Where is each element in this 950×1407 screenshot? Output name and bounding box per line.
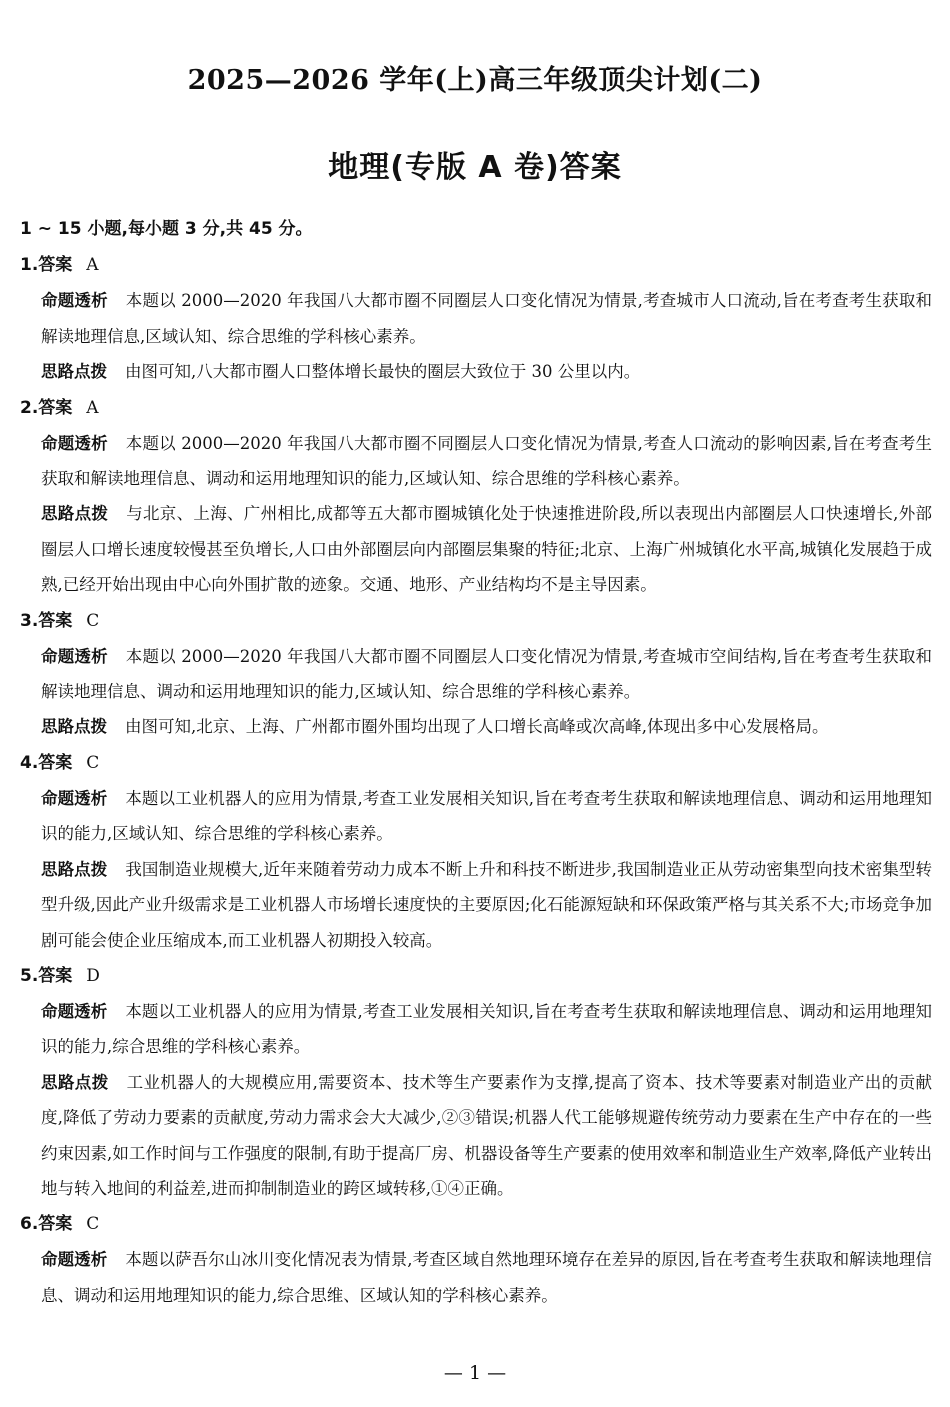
hint-label: 思路点拨 bbox=[41, 1072, 109, 1092]
question-number: 5. bbox=[20, 965, 39, 986]
analysis-label: 命题透析 bbox=[41, 433, 108, 453]
question-block bbox=[20, 603, 932, 745]
question-header bbox=[20, 958, 932, 994]
answer-label: 答案 bbox=[38, 965, 73, 986]
analysis-text: 本题以 2000—2020 年我国八大都市圈不同圈层人口变化情况为情景,考查人口流动的影响因素,旨在考查考生获取和解读地理信息、调动和运用地理知识的能力,区域认知、综合思维的学科核心素养。 bbox=[41, 433, 933, 489]
question-header bbox=[20, 603, 932, 639]
analysis-paragraph bbox=[20, 1242, 932, 1313]
hint-text: 工业机器人的大规模应用,需要资本、技术等生产要素作为支撑,提高了资本、技术等要素对制造业产出的贡献度,降低了劳动力要素的贡献度,劳动力需求会大大减少,②③错误;机器人代工能够规避传统劳动力要素在生产中存在的一些约束因素,如工作时间与工作强度的限制,有助于提高厂房、机器设备等生产要素的使用效率和制造业生产效率,降低产业转出地与转入地间的利益差,进而抑制制造业的跨区域转移,①④正确。 bbox=[41, 1072, 932, 1198]
answer-value: C bbox=[86, 610, 100, 631]
hint-paragraph bbox=[20, 354, 932, 389]
hint-label: 思路点拨 bbox=[41, 504, 109, 524]
answer-value: D bbox=[86, 965, 100, 986]
analysis-paragraph bbox=[20, 994, 932, 1065]
answer-value: A bbox=[86, 255, 99, 276]
question-number: 2. bbox=[20, 397, 39, 418]
answer-label: 答案 bbox=[38, 1214, 73, 1235]
analysis-label: 命题透析 bbox=[41, 788, 108, 808]
hint-label: 思路点拨 bbox=[41, 859, 108, 879]
question-number: 1. bbox=[20, 255, 39, 276]
hint-label: 思路点拨 bbox=[41, 717, 107, 737]
analysis-paragraph bbox=[20, 639, 932, 710]
analysis-paragraph bbox=[20, 426, 932, 497]
analysis-text: 本题以萨吾尔山冰川变化情况表为情景,考查区域自然地理环境存在差异的原因,旨在考查考生获取和解读地理信息、调动和运用地理知识的能力,综合思维、区域认知的学科核心素养。 bbox=[41, 1250, 932, 1305]
analysis-text: 本题以工业机器人的应用为情景,考查工业发展相关知识,旨在考查考生获取和解读地理信息、调动和运用地理知识的能力,综合思维的学科核心素养。 bbox=[41, 1001, 932, 1057]
answer-label: 答案 bbox=[38, 610, 73, 631]
hint-paragraph bbox=[20, 496, 932, 602]
answer-value: C bbox=[86, 1214, 100, 1235]
analysis-label: 命题透析 bbox=[41, 1001, 108, 1021]
question-header bbox=[20, 1206, 932, 1242]
analysis-label: 命题透析 bbox=[41, 646, 108, 666]
question-header bbox=[20, 247, 932, 283]
question-number: 3. bbox=[20, 610, 39, 631]
question-block bbox=[20, 247, 932, 389]
question-block bbox=[20, 958, 932, 1206]
question-header bbox=[20, 390, 932, 426]
hint-label: 思路点拨 bbox=[41, 362, 107, 382]
question-block bbox=[20, 1206, 932, 1313]
answer-label: 答案 bbox=[38, 752, 73, 773]
hint-paragraph bbox=[20, 709, 932, 744]
answer-value: C bbox=[86, 752, 100, 773]
question-block bbox=[20, 745, 932, 958]
question-block bbox=[20, 390, 932, 603]
intro-text: 1 ~ 15 小题,每小题 3 分,共 45 分。 bbox=[20, 219, 313, 239]
question-number: 6. bbox=[20, 1214, 39, 1235]
analysis-paragraph bbox=[20, 781, 932, 852]
analysis-text: 本题以工业机器人的应用为情景,考查工业发展相关知识,旨在考查考生获取和解读地理信息、调动和运用地理知识的能力,区域认知、综合思维的学科核心素养。 bbox=[41, 788, 932, 844]
hint-text: 与北京、上海、广州相比,成都等五大都市圈城镇化处于快速推进阶段,所以表现出内部圈层人口快速增长,外部圈层人口增长速度较慢甚至负增长,人口由外部圈层向内部圈层集聚的特征;北京、上海广州城镇化水平高,城镇化发展趋于成熟,已经开始出现由中心向外围扩散的迹象。交通、地形、产业结构均不是主导因素。 bbox=[41, 504, 932, 595]
answer-label: 答案 bbox=[38, 397, 73, 418]
page-number: — 1 — bbox=[443, 1362, 507, 1384]
hint-paragraph bbox=[20, 1065, 932, 1207]
document-subtitle: 地理(专版 A 卷)答案 bbox=[328, 150, 622, 185]
answer-value: A bbox=[86, 397, 99, 418]
analysis-label: 命题透析 bbox=[41, 291, 108, 311]
answer-content bbox=[20, 212, 932, 1313]
hint-text: 我国制造业规模大,近年来随着劳动力成本不断上升和科技不断进步,我国制造业正从劳动密集型向技术密集型转型升级,因此产业升级需求是工业机器人市场增长速度快的主要原因;化石能源短缺和环保政策严格与其关系不大;市场竞争加剧可能会使企业压缩成本,而工业机器人初期投入较高。 bbox=[41, 859, 932, 950]
question-number: 4. bbox=[20, 752, 39, 773]
analysis-text: 本题以 2000—2020 年我国八大都市圈不同圈层人口变化情况为情景,考查城市人口流动,旨在考查考生获取和解读地理信息,区域认知、综合思维的学科核心素养。 bbox=[41, 291, 933, 346]
document-title: 2025—2026 学年(上)高三年级顶尖计划(二) bbox=[187, 65, 763, 96]
answer-label: 答案 bbox=[38, 255, 73, 276]
analysis-paragraph bbox=[20, 283, 932, 354]
hint-text: 由图可知,北京、上海、广州都市圈外围均出现了人口增长高峰或次高峰,体现出多中心发展格局。 bbox=[125, 717, 829, 737]
hint-text: 由图可知,八大都市圈人口整体增长最快的圈层大致位于 30 公里以内。 bbox=[125, 362, 641, 382]
question-header bbox=[20, 745, 932, 781]
hint-paragraph bbox=[20, 852, 932, 958]
analysis-text: 本题以 2000—2020 年我国八大都市圈不同圈层人口变化情况为情景,考查城市空间结构,旨在考查考生获取和解读地理信息、调动和运用地理知识的能力,区域认知、综合思维的学科核心素养。 bbox=[41, 646, 933, 702]
intro-line bbox=[20, 212, 932, 247]
analysis-label: 命题透析 bbox=[41, 1250, 108, 1270]
